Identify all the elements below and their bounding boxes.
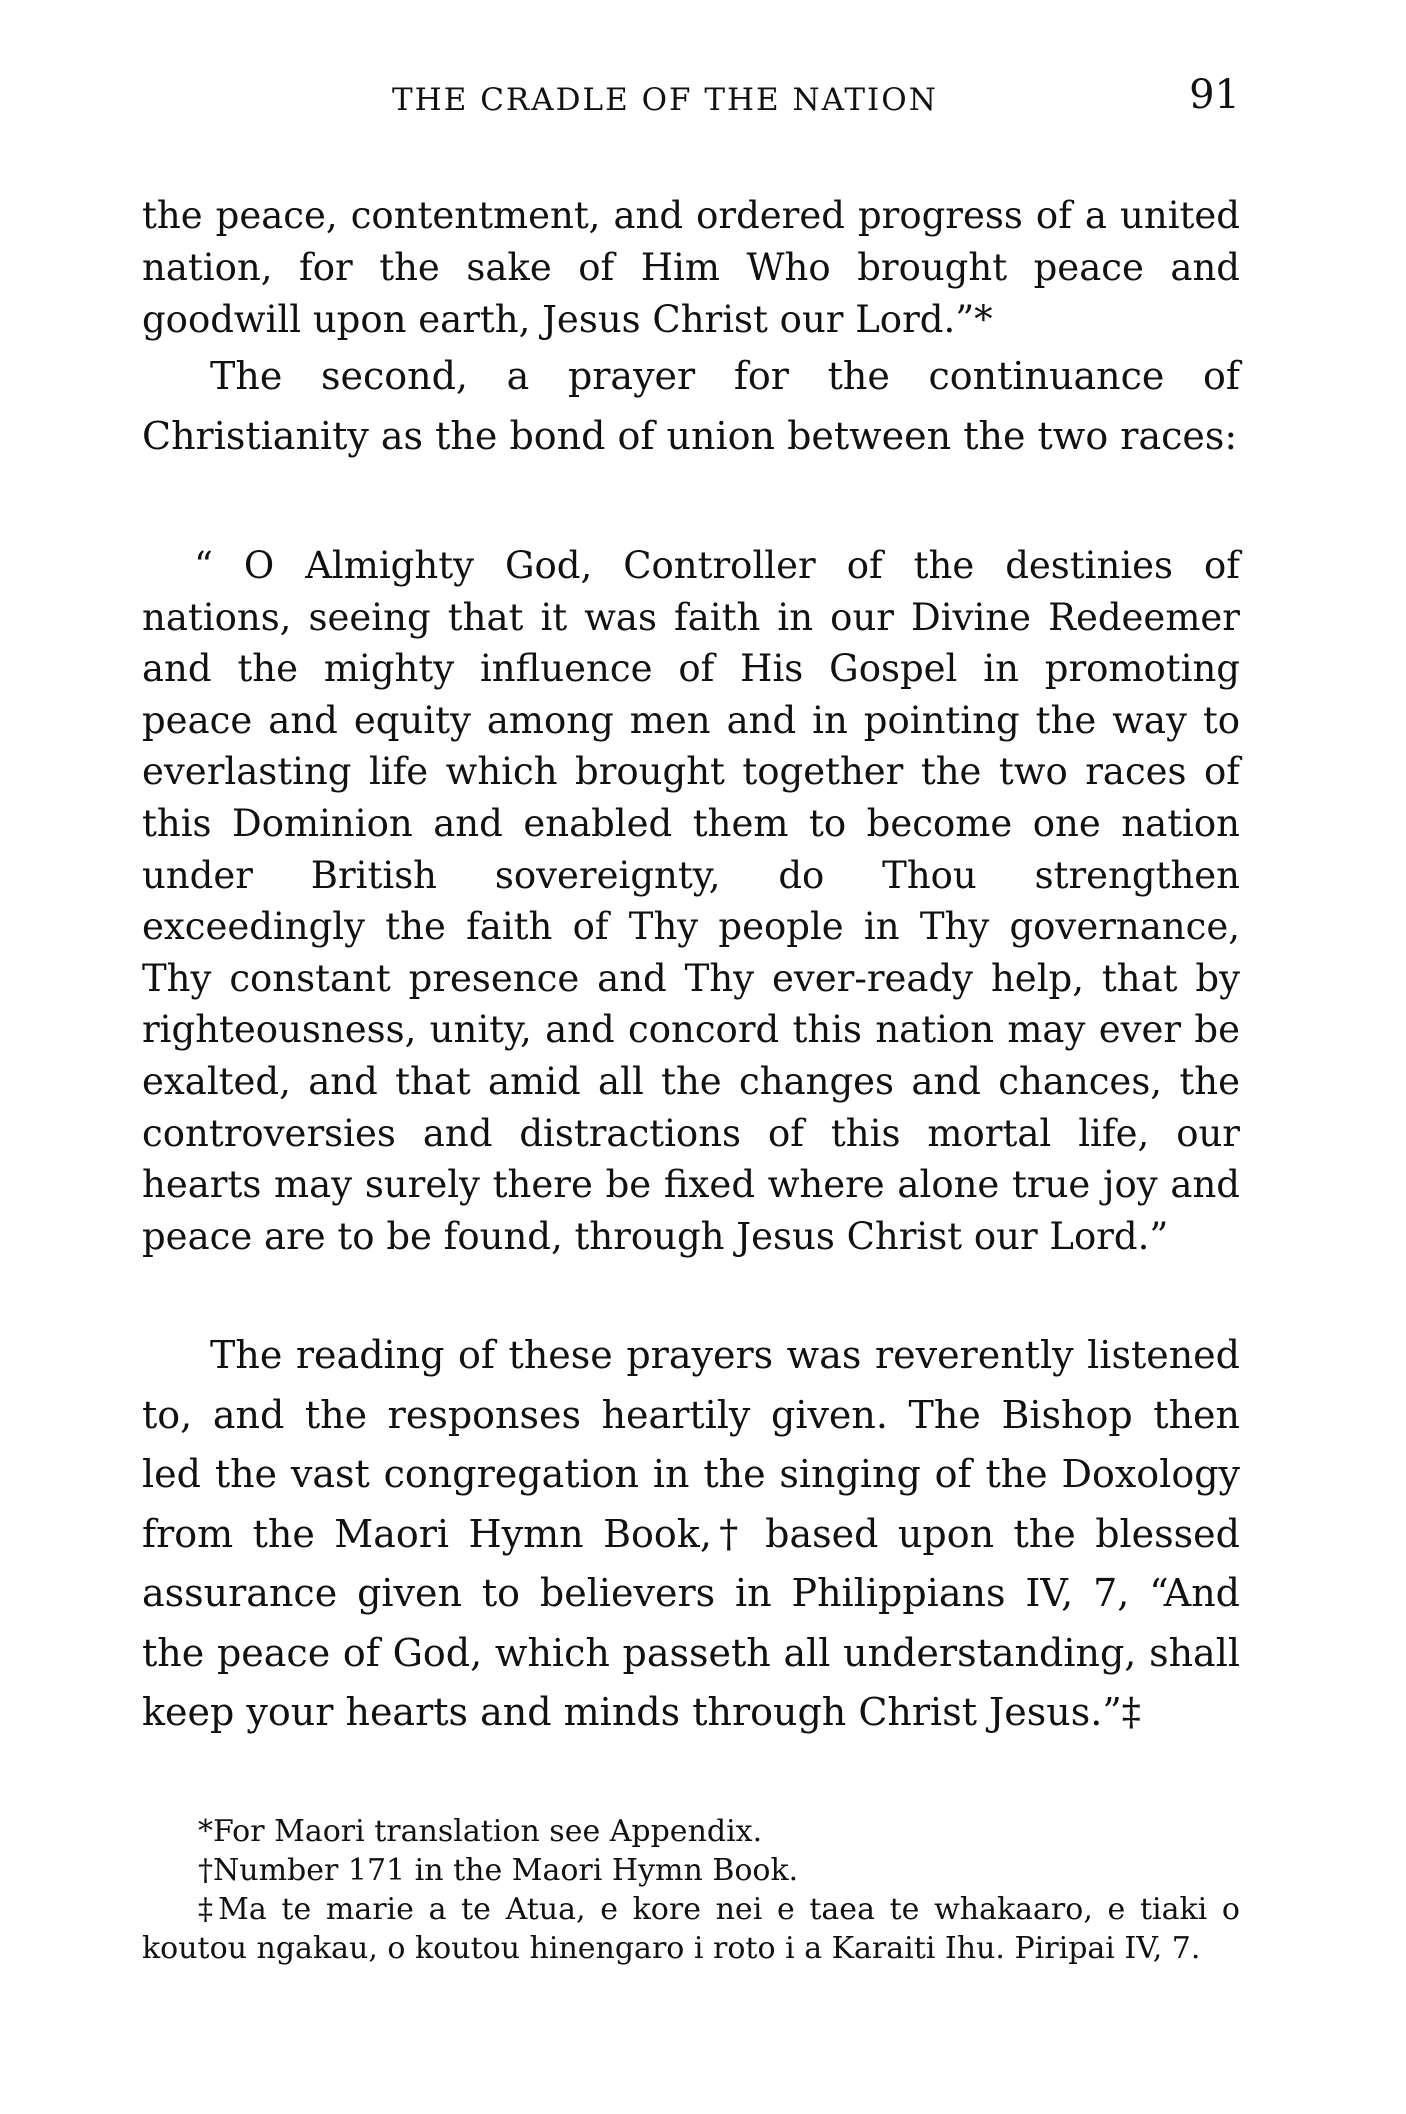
- footnote-asterisk: *For Maori translation see Appendix.: [198, 1814, 763, 1849]
- footnote-dagger: †Number 171 in the Maori Hymn Book.: [198, 1853, 799, 1888]
- page-number: 91: [1189, 72, 1240, 118]
- footnote-double-dagger: ‡Ma te marie a te Atua, e kore nei e taea te whakaaro, e tiaki o koutou ngakau, o koutou hinengaro i roto i a Karaiti Ihu. Piripai IV, 7.: [142, 1892, 1240, 1966]
- running-title: THE CRADLE OF THE NATION: [392, 82, 938, 118]
- footnotes: [142, 1812, 1240, 1968]
- paragraph-reading: The reading of these prayers was reverently listened to, and the responses heartily given. The Bishop then led the vast congregation in the singing of the Doxology from the Maori Hymn Book,† based upon the blessed assurance given to believers in Philippians IV, 7, “And the peace of God, which passeth all understanding, shall keep your hearts and minds through Christ Jesus.”‡: [142, 1333, 1240, 1734]
- paragraph-continued: the peace, contentment, and ordered progress of a united nation, for the sake of Him Who brought peace and goodwill upon earth, Jesus Christ our Lord.”*: [142, 194, 1240, 341]
- book-page: [142, 72, 1240, 1966]
- running-head: [142, 72, 1240, 128]
- paragraph-second-prayer-intro: The second, a prayer for the continuance of Christianity as the bond of union between the two races:: [142, 354, 1240, 458]
- paragraph-prayer-quote: “ O Almighty God, Controller of the destinies of nations, seeing that it was faith in our Divine Redeemer and the mighty influence of His Gospel in promoting peace and equity among men and in pointing the way to everlasting life which brought together the two races of this Dominion and enabled them to become one nation under British sovereignty, do Thou strengthen exceedingly the faith of Thy people in Thy governance, Thy constant presence and Thy ever-ready help, that by righteousness, unity, and concord this nation may ever be exalted, and that amid all the changes and chances, the controversies and distractions of this mortal life, our hearts may surely there be fixed where alone true joy and peace are to be found, through Jesus Christ our Lord.”: [142, 544, 1240, 1258]
